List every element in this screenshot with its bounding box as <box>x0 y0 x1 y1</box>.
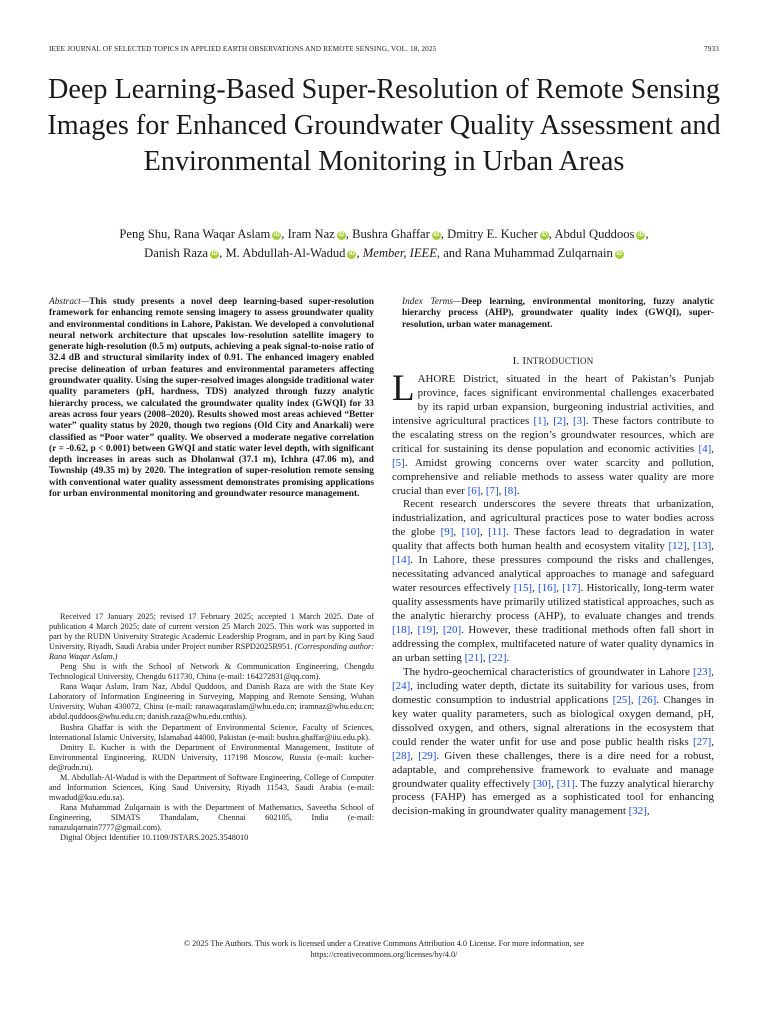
orcid-icon[interactable]: iD <box>348 251 355 257</box>
text-run: . The fuzzy analytical hierarchy process (FAHP) has emerged as a sophisticated tool for enhancing decision-making in groundwater quality management <box>392 777 715 818</box>
orcid-icon[interactable]: iD <box>616 251 623 257</box>
corresponding-author: (Corresponding author: Rana Waqar Aslam.) <box>49 642 374 662</box>
paper-title: Deep Learning-Based Super-Resolution of Remote Sensing Images for Enhanced Groundwater Quality Assessment and Environmental Monitoring in Urban Areas <box>47 74 721 177</box>
author-name: Peng Shu, <box>119 227 174 241</box>
license-text: © 2025 The Authors. This work is licensed under a Creative Commons Attribution 4.0 License. For more information, see <box>183 939 585 948</box>
citation-link[interactable]: [28] <box>392 749 411 762</box>
citation-link[interactable]: [13] <box>693 540 712 553</box>
section-title-initial: I <box>522 354 527 367</box>
citation-link[interactable]: [1] <box>533 414 547 427</box>
footnote-affiliation: Rana Waqar Aslam, Iram Naz, Abdul Quddoos, and Danish Raza are with the State Key Laboratory of Information Engineering in Surveying, Mapping and Remote Sensing, Wuhan University, Wuhan 430072, China (e-mail: ranawaqaraslam@whu.edu.cn; iramnaz@whu.edu.cn; abdul.quddoos@whu.edu.cn; danish.raza@whu.edu.cnthis). <box>49 682 374 722</box>
citation-link[interactable]: [18] <box>392 624 411 637</box>
citation-link[interactable]: [2] <box>553 414 567 427</box>
citation-link[interactable]: [32] <box>628 805 647 818</box>
citation-link[interactable]: [26] <box>638 693 657 706</box>
citation-link[interactable]: [6] <box>467 484 481 497</box>
author-membership: Member, IEEE <box>362 246 437 260</box>
citation-link[interactable]: [29] <box>418 749 437 762</box>
citation-link[interactable]: [31] <box>556 777 575 790</box>
author-name: Danish Raza <box>144 246 209 260</box>
citation-link[interactable]: [22] <box>488 651 507 664</box>
abstract-label: Abstract— <box>49 297 90 307</box>
text-run: . Changes in key water quality parameters, such as biological oxygen demand, pH, dissolved oxygen, and others, signal alterations in the ecosystem that could render the water unfit for use and pose public health risks <box>392 693 714 748</box>
citation-link[interactable]: [15] <box>513 582 533 595</box>
text-run: . Amidst growing concerns over water scarcity and pollution, comprehensive and reliable methods to assess water quality are more crucial than ever <box>392 456 714 497</box>
author-name: Rana Waqar Aslam <box>173 227 271 241</box>
right-column <box>392 297 714 819</box>
text-run: . These factors lead to degradation in water quality that affects both human health and ecosystem vitality <box>392 526 714 553</box>
citation-link[interactable]: [30] <box>532 777 552 790</box>
citation-link[interactable]: [10] <box>461 526 480 539</box>
citation-link[interactable]: [8] <box>504 484 517 497</box>
citation-link[interactable]: [14] <box>392 554 411 567</box>
abstract-text: This study presents a novel deep learning-based super-resolution framework for enhancing remote sensing imagery to assess groundwater quality and environmental conditions in Lahore, Pakistan. We developed a convolutional neural network architecture that upscales low-resolution satellite imagery to generate high-resolution (0.5 m) outputs, achieving a peak signal-to-noise ratio of 32.4 dB and structural similarity index of 0.91. The enhanced imagery enabled precise delineation of urban features and environmental parameters affecting groundwater quality. Using the super-resolved images alongside traditional water quality parameters (pH, hardness, TDS) analyzed through fuzzy analytic hierarchy process, we calculated the groundwater quality index (GWQI) for 33 areas across four years (2008–2020). Results showed most areas achieved “Better water” quality status by 2020, though two regions (Old City and Anarkali) were classified as “Poor water” quality. We observed a moderate negative correlation (r = -0.62, p < 0.001) between GWQI and static water level depth, with significant depth increases in areas such as Dholanwal (37.1 m), Ichhra (47.06 m), and Township (49.35 m) by 2020. The integration of super-resolution remote sensing with conventional water quality assessment demonstrates promising applications for urban environmental monitoring and groundwater resource management. <box>49 297 374 500</box>
citation-link[interactable]: [5] <box>392 456 405 469</box>
index-terms <box>402 297 714 331</box>
orcid-icon[interactable]: iD <box>433 232 440 238</box>
footnote-affiliation: Peng Shu is with the School of Network & Communication Engineering, Chengdu Technological University, Chengdu 611730, China (e-mail: 164272831@qq.com). <box>49 662 374 682</box>
drop-cap: L <box>392 367 415 409</box>
author-name: , and Rana Muhammad Zulqarnain <box>436 246 613 260</box>
journal-name: IEEE JOURNAL OF SELECTED TOPICS IN APPLIED EARTH OBSERVATIONS AND REMOTE SENSING, VOL. 18, 2025 <box>49 44 437 53</box>
text-run: . Historically, long-term water quality assessments have primarily utilized statistical approaches, such as the analytic hierarchy process (AHP), to evaluate changes and trends <box>392 582 714 623</box>
paragraph: Recent research underscores the severe threats that urbanization, industrialization, and agricultural practices pose to water bodies across the globe [9], [10], [11]. These factors lead to degradation in water quality that affects both human health and ecosystem vitality [12], [13], [14]. In Lahore, these pressures compound the risks and challenges, necessitating advanced analytical approaches to manage and safeguard water resources effectively [15], [16], [17]. Historically, long-term water quality assessments have primarily utilized statistical approaches, such as the analytic hierarchy process (AHP), to evaluate changes and trends [18], [19], [20]. However, these traditional methods often fall short in addressing the complex, multifaceted nature of water quality dynamics in an urban setting [21], [22]. <box>392 498 715 664</box>
author-name: M. Abdullah-Al-Wadud <box>225 246 346 260</box>
footnote-received <box>49 612 374 662</box>
citation-link[interactable]: [21] <box>464 651 483 664</box>
citation-link[interactable]: [12] <box>668 540 687 553</box>
footnote-affiliation: M. Abdullah-Al-Wadud is with the Department of Software Engineering, College of Computer and Information Sciences, King Saud University, Riyadh 11543, Saudi Arabia (e-mail: mwadud@ksu.edu.sa). <box>49 772 374 802</box>
citation-link[interactable]: [17] <box>562 582 581 595</box>
text-run: . In Lahore, these pressures compound the risks and challenges, necessitating advanced analytical approaches to manage and safeguard water resources effectively <box>392 554 714 595</box>
running-head <box>49 44 719 53</box>
footnote-affiliation: Dmitry E. Kucher is with the Department of Environmental Management, Institute of Environmental Engineering, RUDN University, 117198 Moscow, Russia (e-mail: kucher-de@rudn.ru). <box>49 742 374 772</box>
author-name: Dmitry E. Kucher <box>447 227 538 241</box>
doi[interactable]: Digital Object Identifier 10.1109/JSTARS.2025.3548010 <box>60 833 249 843</box>
text-run: AHORE District, situated in the heart of Pakistan’s Punjab province, faces significant environmental challenges exacerbated by its rapid urban expansion, burgeoning industrial activities, and intensive agricultural practices <box>392 372 714 427</box>
orcid-icon[interactable]: iD <box>273 232 280 238</box>
paragraph: LAHORE District, situated in the heart of Pakistan’s Punjab province, faces significant environmental challenges exacerbated by its rapid urban expansion, burgeoning industrial activities, and intensive agricultural practices [1], [2], [3]. These factors contribute to the escalating stress on the region’s groundwater resources, which are critical for sustaining its dense population and economic activities [4], [5]. Amidst growing concerns over water scarcity and pollution, comprehensive and reliable methods to assess water quality are more crucial than ever [6], [7], [8]. <box>392 367 715 497</box>
section-heading-introduction <box>392 355 714 367</box>
citation-link[interactable]: [25] <box>612 693 631 706</box>
citation-link[interactable]: [16] <box>538 582 557 595</box>
citation-link[interactable]: [24] <box>392 679 411 692</box>
text-run: , including water depth, dictate its suitability for various uses, from domestic consumption to industrial applications <box>392 679 714 706</box>
citation-link[interactable]: [23] <box>693 665 712 678</box>
section-title-rest: NTRODUCTION <box>526 355 594 366</box>
citation-link[interactable]: [20] <box>442 624 462 637</box>
index-terms-text: Deep learning, environmental monitoring, fuzzy analytic hierarchy process (AHP), groundwater quality index (GWQI), super-resolution, urban water management. <box>402 297 714 330</box>
section-number: I. <box>512 354 523 367</box>
left-column <box>49 297 374 500</box>
license-url[interactable]: https://creativecommons.org/licenses/by/4.0/ <box>310 949 458 959</box>
text-run: Recent research underscores the severe threats that urbanization, industrialization, and agricultural practices pose to water bodies across the globe <box>392 498 714 539</box>
citation-link[interactable]: [4] <box>698 442 712 455</box>
abstract <box>49 297 374 500</box>
paragraph: The hydro-geochemical characteristics of groundwater in Lahore [23], [24], including water depth, dictate its suitability for various uses, from domestic consumption to industrial applications [25], [26]. Changes in key water quality parameters, such as biological oxygen demand, pH, dissolved oxygen, and others, signal alterations in the ecosystem that could render the water unfit for use and pose public health risks [27], [28], [29]. Given these challenges, there is a dire need for a robust, adaptable, and comprehensive framework to evaluate and manage groundwater quality effectively [30], [31]. The fuzzy analytical hierarchy process (FAHP) has emerged as a sophisticated tool for enhancing decision-making in groundwater quality management [32], <box>392 665 715 818</box>
citation-link[interactable]: [11] <box>488 526 506 539</box>
orcid-icon[interactable]: iD <box>541 232 548 238</box>
text-run: . However, these traditional methods often fall short in addressing the complex, multifaceted nature of water quality dynamics in an urban setting <box>392 624 715 664</box>
footnote-affiliation: Rana Muhammad Zulqarnain is with the Department of Mathematics, Saveetha School of Engineering, SIMATS Thandalam, Chennai 602105, India (e-mail: ranazulqarnain7777@gmail.com). <box>49 802 374 832</box>
orcid-icon[interactable]: iD <box>338 232 345 238</box>
citation-link[interactable]: [19] <box>417 624 436 637</box>
citation-link[interactable]: [3] <box>573 414 586 427</box>
author-name: Iram Naz <box>287 227 335 241</box>
author-list: Peng Shu, Rana Waqar Aslam iD , Iram Naz iD , Bushra Ghaffar iD , Dmitry E. Kucher iD , Abdul Quddoos iD , Danish Raza iD , M. Abdullah-Al-Wadud iD , Member, IEEE, and Rana Muhammad Zulqarnain iD <box>119 227 649 260</box>
citation-link[interactable]: [7] <box>485 484 499 497</box>
citation-link[interactable]: [9] <box>440 526 454 539</box>
orcid-icon[interactable]: iD <box>211 251 218 257</box>
author-name: Abdul Quddoos <box>554 227 635 241</box>
orcid-icon[interactable]: iD <box>637 232 644 238</box>
text-run: . These factors contribute to the escalating stress on the region’s groundwater resources, which are critical for sustaining its dense population and economic activities <box>392 414 715 455</box>
citation-link[interactable]: [27] <box>693 735 712 748</box>
text-run: The hydro-geochemical characteristics of groundwater in Lahore <box>403 665 694 678</box>
footnote-affiliation: Bushra Ghaffar is with the Department of Environmental Science, Faculty of Sciences, International Islamic University, Islamabad 44000, Pakistan (e-mail: bushra.ghaffar@iiu.edu.pk). <box>49 722 374 742</box>
page-number: 7933 <box>704 44 719 53</box>
author-name: Bushra Ghaffar <box>352 227 430 241</box>
index-terms-label: Index Terms— <box>402 297 462 307</box>
text-run: . Given these challenges, there is a dire need for a robust, adaptable, and comprehensive framework to evaluate and manage groundwater quality effectively <box>392 749 714 790</box>
footnotes <box>49 612 374 843</box>
copyright-notice <box>40 939 728 960</box>
introduction-body <box>392 367 715 820</box>
received-dates: Received 17 January 2025; revised 17 February 2025; accepted 1 March 2025. Date of publication 4 March 2025; date of current version 25 March 2025. This work was supported in part by the RUDN University Strategic Academic Leadership Program, and in part by King Saud University, Riyadh, Saudi Arabia under Project number RSPD2025R951. <box>49 612 374 652</box>
